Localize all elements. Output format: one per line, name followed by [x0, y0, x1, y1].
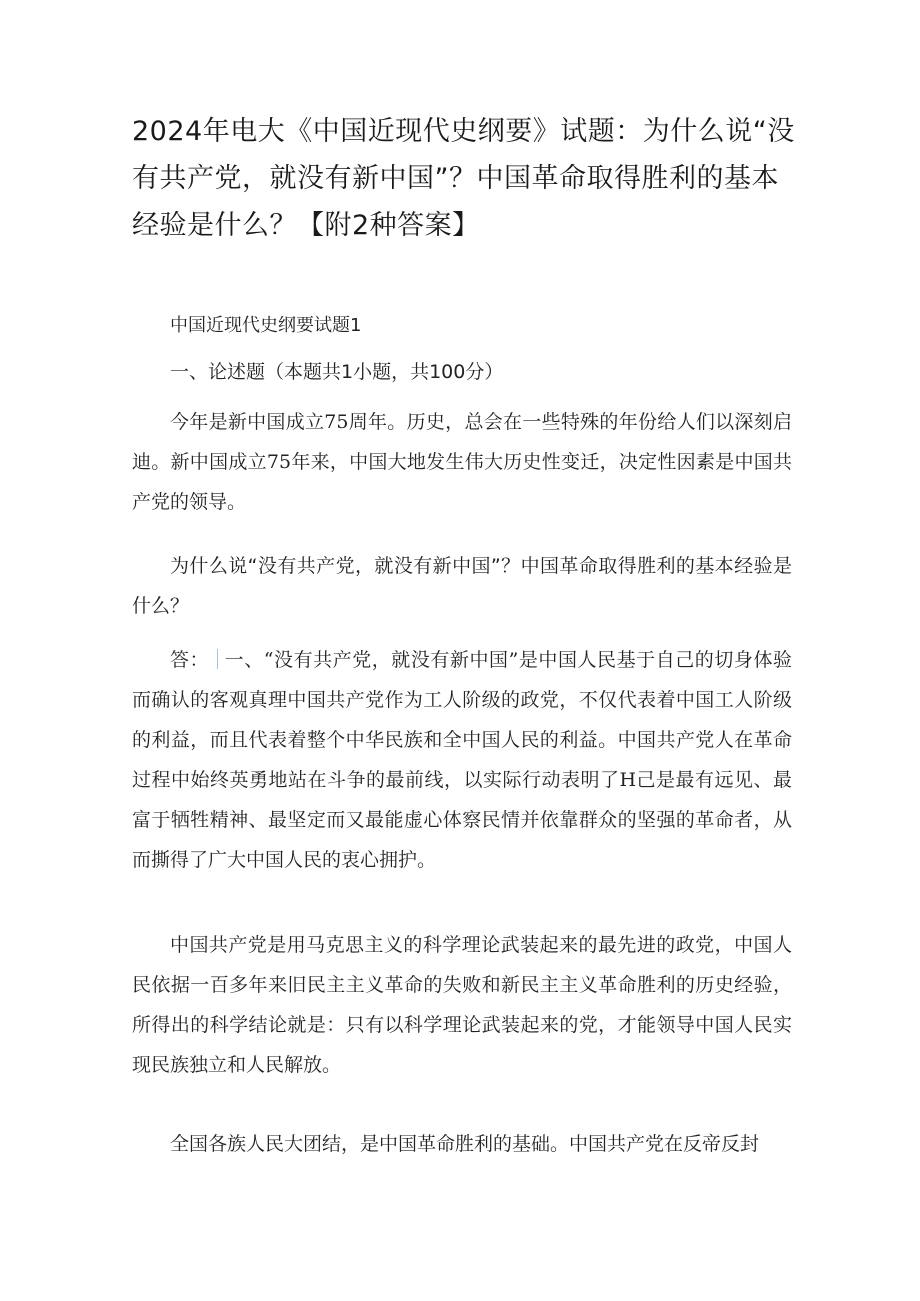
- document-title: 2024年电大《中国近现代史纲要》试题：为什么说“没有共产党，就没有新中国”？中国革命取得胜利的基本经验是什么？【附2种答案】: [132, 116, 795, 241]
- unity-paragraph: 全国各族人民大团结，是中国革命胜利的基础。中国共产党在反帝反封: [170, 1133, 760, 1155]
- answer-label: 答：: [170, 649, 210, 671]
- intro-paragraph: 今年是新中国成立75周年。历史，总会在一些特殊的年份给人们以深刻启迪。新中国成立75年来，中国大地发生伟大历史性变迁，决定性因素是中国共产党的领导。: [132, 411, 792, 513]
- section-heading: 一、论述题（本题共1小题，共100分）: [170, 361, 504, 383]
- exam-subtitle: 中国近现代史纲要试题1: [170, 315, 362, 336]
- question-paragraph: 为什么说“没有共产党，就没有新中国”？中国革命取得胜利的基本经验是什么？: [132, 555, 792, 617]
- theory-paragraph: 中国共产党是用马克思主义的科学理论武装起来的最先进的政党，中国人民依据一百多年来旧民主主义革命的失败和新民主主义革命胜利的历史经验，所得出的科学结论就是：只有以科学理论武装起来的党，才能领导中国人民实现民族独立和人民解放。: [132, 934, 792, 1076]
- answer-text: 一、“没有共产党，就没有新中国”是中国人民基于自己的切身体验而确认的客观真理中国共产党作为工人阶级的政党，不仅代表着中国工人阶级的利益，而且代表着整个中华民族和全中国人民的利益。中国共产党人在革命过程中始终英勇地站在斗争的最前线，以实际行动表明了H己是最有远见、最富于牺牲精神、最坚定而又最能虚心体察民情并依靠群众的坚强的革命者，从而撕得了广大中国人民的衷心拥护。: [132, 649, 792, 871]
- text-cursor: [217, 649, 218, 669]
- answer-paragraph: [132, 640, 792, 880]
